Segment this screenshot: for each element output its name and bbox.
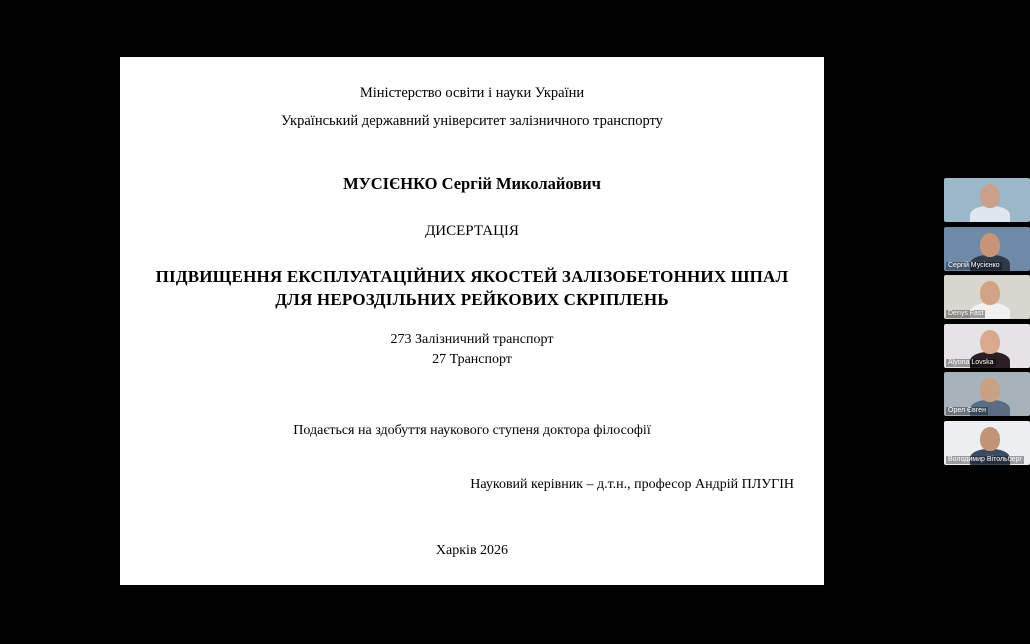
participant-head (980, 378, 1000, 402)
participant-head (980, 330, 1000, 354)
field-text: 27 Транспорт (432, 352, 512, 367)
participant-body (970, 206, 1010, 222)
participant-tile[interactable] (944, 275, 1030, 319)
degree-text: Подається на здобуття наукового ступеня доктора філософії (293, 423, 651, 438)
author-name: МУСІЄНКО Сергій Миколайович (343, 174, 601, 193)
city-year: Харків 2026 (435, 543, 509, 558)
participant-tile[interactable] (944, 421, 1030, 465)
specialty-text: 273 Залізничний транспорт (390, 332, 554, 347)
participant-name: Alyona Lovska (948, 358, 994, 366)
participant-name: Орел Євген (948, 407, 986, 414)
thesis-title-line-1: ПІДВИЩЕННЯ ЕКСПЛУАТАЦІЙНИХ ЯКОСТЕЙ ЗАЛІЗОБЕТОННИХ ШПАЛ (155, 267, 789, 286)
participant-name: Denys Fast (948, 310, 984, 317)
participant-head (980, 427, 1000, 451)
participant-tile[interactable] (944, 372, 1030, 416)
participant-tile[interactable] (944, 178, 1030, 222)
ministry-text: Міністерство освіти і науки України (359, 85, 585, 101)
document-type: ДИСЕРТАЦІЯ (425, 223, 519, 239)
thesis-title-line-2: ДЛЯ НЕРОЗДІЛЬНИХ РЕЙКОВИХ СКРІПЛЕНЬ (275, 290, 669, 309)
supervisor-text: Науковий керівник – д.т.н., професор Андрій ПЛУГІН (470, 477, 794, 492)
participant-tile[interactable] (944, 227, 1030, 271)
participant-tile[interactable] (944, 324, 1030, 368)
participant-head (980, 281, 1000, 305)
shared-screen-slide (120, 57, 824, 585)
participant-name: Сергій Мусієнко (948, 261, 1000, 269)
participant-name: Володимир Вітольберг (948, 455, 1022, 463)
participant-head (980, 233, 1000, 257)
participant-head (980, 184, 1000, 208)
university-text: Український державний університет залізничного транспорту (281, 113, 663, 129)
